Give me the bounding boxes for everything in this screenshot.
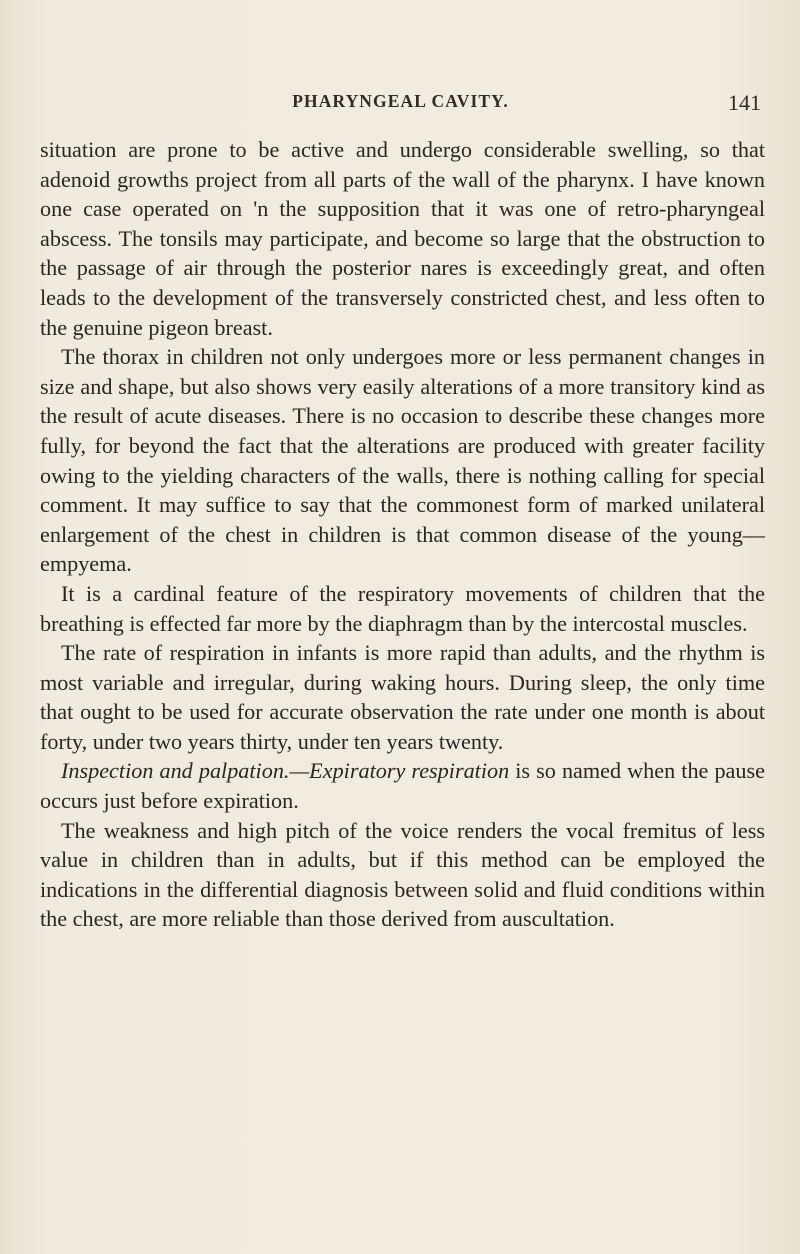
body-text xyxy=(40,135,765,934)
paragraph-inspection xyxy=(40,756,765,815)
paragraph: The rate of respiration in infants is more rapid than adults, and the rhythm is most variable and irregular, during waking hours. During sleep, the only time that ought to be used for accurate observation the rate under one month is about forty, under two years thirty, under ten years twenty. xyxy=(40,640,765,754)
page-number: 141 xyxy=(728,90,761,115)
paragraph: situation are prone to be active and undergo considerable swelling, so that adenoid growths project from all parts of the wall of the pharynx. I have known one case operated on 'n the supposition that it was one of retro-pharyngeal abscess. The tonsils may participate, and become so large that the obstruction to the passage of air through the posterior nares is exceedingly great, and often leads to the development of the transversely constricted chest, and less often to the genuine pigeon breast. xyxy=(40,137,765,340)
paragraph: It is a cardinal feature of the respiratory movements of children that the breathing is effected far more by the diaphragm than by the intercostal muscles. xyxy=(40,580,765,636)
inspection-text: is so named when the pause occurs just before expiration. xyxy=(40,758,765,814)
page-header xyxy=(40,91,761,121)
running-head: PHARYNGEAL CAVITY. xyxy=(292,91,509,111)
paragraph: The weakness and high pitch of the voice renders the vocal fremitus of less value in children than in adults, but if this method can be employed the indications in the differential diagnosis between solid and fluid conditions within the chest, are more reliable than those derived from auscultation. xyxy=(40,817,765,932)
paragraph: The thorax in children not only undergoes more or less permanent changes in size and shape, but also shows very easily alterations of a more transitory kind as the result of acute diseases. There is no occasion to describe these changes more fully, for beyond the fact that the alterations are produced with greater facility owing to the yielding characters of the walls, there is nothing calling for special comment. It may suffice to say that the commonest form of marked unilateral enlargement of the chest in children is that common disease of the young—empyema. xyxy=(40,344,765,577)
inspection-heading: Inspection and palpation.—Expiratory respiration xyxy=(61,758,510,784)
